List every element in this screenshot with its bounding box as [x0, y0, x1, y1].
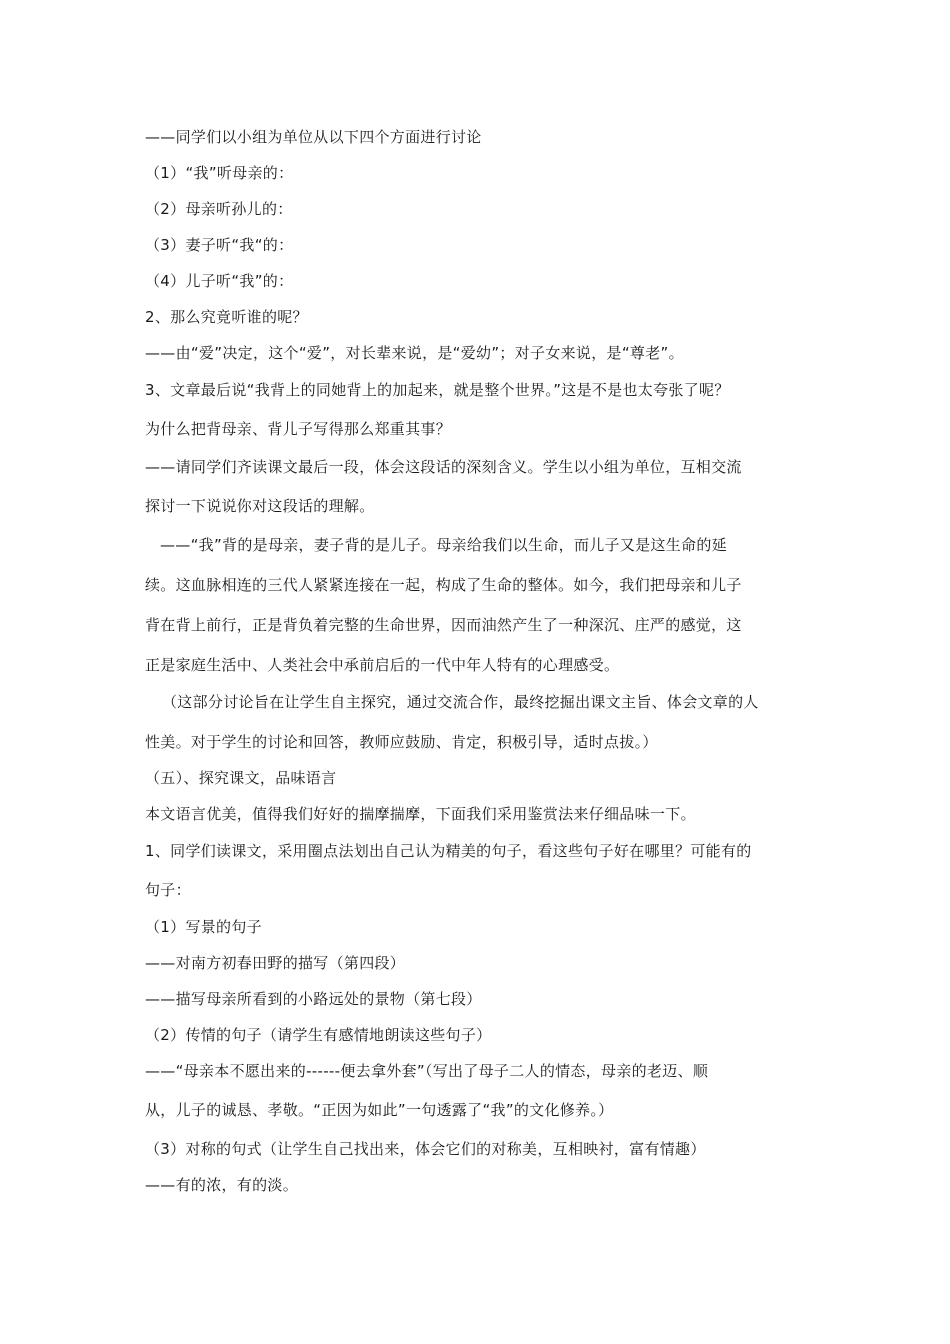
text-line-sub-1: （1）写景的句子	[145, 918, 262, 936]
text-line-analysis-b: 续。这血脉相连的三代人紧紧连接在一起，构成了生命的整体。如今，我们把母亲和儿子	[145, 576, 742, 594]
text-line-task-1b: 句子：	[145, 881, 191, 899]
text-line-question-2: 2、那么究竟听谁的呢？	[145, 308, 308, 326]
text-line-analysis-a: ——“我”背的是母亲，妻子背的是儿子。母亲给我们以生命，而儿子又是这生命的延	[160, 536, 727, 554]
text-line-question-3a: 3、文章最后说“我背上的同她背上的加起来，就是整个世界。”这是不是也太夸张了呢？	[145, 381, 730, 399]
text-line-language-intro: 本文语言优美，值得我们好好的揣摩揣摩，下面我们采用鉴赏法来仔细品味一下。	[145, 805, 696, 823]
text-line-note-b: 性美。对于学生的讨论和回答，教师应鼓励、肯定，积极引导，适时点拔。）	[145, 733, 658, 751]
text-line-sub-2-item-a: ——“母亲本不愿出来的------便去拿外套”（写出了母子二人的情态，母亲的老迈、顺	[145, 1062, 709, 1080]
text-line-sub-2-item-b: 从，儿子的诚恳、孝敬。“正因为如此”一句透露了“我”的文化修养。）	[145, 1101, 614, 1119]
text-line-point-1: （1）“我”听母亲的：	[145, 164, 294, 182]
section-heading-five: （五）、探究课文，品味语言	[145, 769, 337, 787]
text-line-sub-1-item-b: ——描写母亲所看到的小路远处的景物（第七段）	[145, 990, 482, 1008]
text-line-sub-2: （2）传情的句子（请学生有感情地朗读这些句子）	[145, 1026, 492, 1044]
text-line-point-3: （3）妻子听“我“的：	[145, 236, 294, 254]
text-line-sub-1-item-a: ——对南方初春田野的描写（第四段）	[145, 954, 406, 972]
text-line-point-4: （4）儿子听“我”的：	[145, 272, 294, 290]
text-line-point-2: （2）母亲听孙儿的：	[145, 200, 293, 218]
text-line-instruction-b: 探讨一下说说你对这段话的理解。	[145, 497, 375, 515]
text-line-instruction-a: ——请同学们齐读课文最后一段，体会这段话的深刻含义。学生以小组为单位，互相交流	[145, 458, 742, 476]
text-line-analysis-d: 正是家庭生活中、人类社会中承前启后的一代中年人特有的心理感受。	[145, 656, 620, 674]
text-line-analysis-c: 背在背上前行，正是背负着完整的生命世界，因而油然产生了一种深沉、庄严的感觉，这	[145, 616, 742, 634]
text-line-answer-2: ——由“爱”决定，这个“爱”，对长辈来说，是“爱幼”；对子女来说，是“尊老”。	[145, 344, 684, 362]
text-line-task-1a: 1、同学们读课文，采用圈点法划出自己认为精美的句子，看这些句子好在哪里？可能有的	[145, 842, 752, 860]
text-line-sub-3: （3）对称的句式（让学生自己找出来，体会它们的对称美，互相映衬，富有情趣）	[145, 1140, 706, 1158]
text-line-question-3b: 为什么把背母亲、背儿子写得那么郑重其事？	[145, 420, 452, 438]
text-line-discussion-intro: ——同学们以小组为单位从以下四个方面进行讨论	[145, 128, 482, 146]
text-line-sub-3-item-a: ——有的浓，有的淡。	[145, 1176, 299, 1194]
text-line-note-a: （这部分讨论旨在让学生自主探究，通过交流合作，最终挖掘出课文主旨、体会文章的人	[162, 693, 759, 711]
